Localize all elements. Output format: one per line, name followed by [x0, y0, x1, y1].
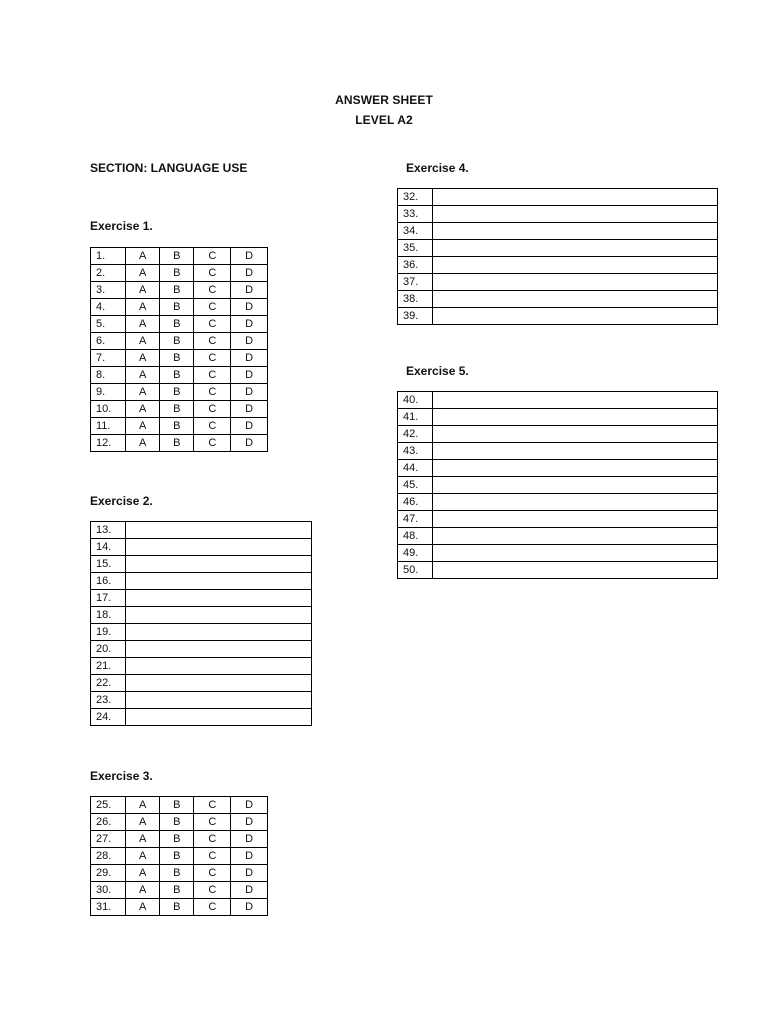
question-number: 13. — [91, 522, 126, 539]
option-d[interactable]: D — [231, 316, 268, 333]
answer-blank[interactable] — [433, 240, 718, 257]
option-d[interactable]: D — [231, 865, 268, 882]
option-a[interactable]: A — [126, 265, 160, 282]
answer-blank[interactable] — [126, 641, 312, 658]
option-d[interactable]: D — [231, 418, 268, 435]
option-b[interactable]: B — [160, 350, 194, 367]
exercise-5-table — [397, 391, 718, 579]
question-number: 48. — [398, 528, 433, 545]
option-a[interactable]: A — [126, 350, 160, 367]
option-a[interactable]: A — [126, 899, 160, 916]
option-d[interactable]: D — [231, 814, 268, 831]
question-number: 22. — [91, 675, 126, 692]
answer-blank[interactable] — [433, 189, 718, 206]
answer-row — [91, 418, 268, 435]
question-number: 45. — [398, 477, 433, 494]
question-number: 28. — [91, 848, 126, 865]
option-b[interactable]: B — [160, 282, 194, 299]
answer-row — [398, 308, 718, 325]
answer-row — [91, 265, 268, 282]
option-d[interactable]: D — [231, 333, 268, 350]
option-d[interactable]: D — [231, 401, 268, 418]
option-d[interactable]: D — [231, 248, 268, 265]
option-b[interactable]: B — [160, 333, 194, 350]
question-number: 44. — [398, 460, 433, 477]
question-number: 27. — [91, 831, 126, 848]
question-number: 16. — [91, 573, 126, 590]
option-d[interactable]: D — [231, 282, 268, 299]
option-a[interactable]: A — [126, 282, 160, 299]
option-d[interactable]: D — [231, 367, 268, 384]
answer-blank[interactable] — [433, 460, 718, 477]
option-c[interactable]: C — [194, 282, 231, 299]
option-a[interactable]: A — [126, 367, 160, 384]
option-a[interactable]: A — [126, 814, 160, 831]
option-a[interactable]: A — [126, 435, 160, 452]
question-number: 50. — [398, 562, 433, 579]
answer-row — [398, 494, 718, 511]
answer-blank[interactable] — [126, 556, 312, 573]
exercise-5-heading: Exercise 5. — [406, 364, 469, 378]
option-d[interactable]: D — [231, 831, 268, 848]
answer-blank[interactable] — [433, 206, 718, 223]
answer-row — [91, 641, 312, 658]
option-c[interactable]: C — [194, 248, 231, 265]
answer-row — [91, 282, 268, 299]
answer-blank[interactable] — [126, 522, 312, 539]
answer-row — [91, 624, 312, 641]
question-number: 5. — [91, 316, 126, 333]
option-a[interactable]: A — [126, 882, 160, 899]
question-number: 31. — [91, 899, 126, 916]
answer-row — [398, 291, 718, 308]
answer-blank[interactable] — [126, 590, 312, 607]
option-a[interactable]: A — [126, 384, 160, 401]
answer-row — [398, 240, 718, 257]
option-c[interactable]: C — [194, 316, 231, 333]
question-number: 24. — [91, 709, 126, 726]
question-number: 8. — [91, 367, 126, 384]
answer-row — [91, 607, 312, 624]
answer-blank[interactable] — [433, 426, 718, 443]
option-b[interactable]: B — [160, 865, 194, 882]
option-d[interactable]: D — [231, 899, 268, 916]
question-number: 2. — [91, 265, 126, 282]
question-number: 3. — [91, 282, 126, 299]
question-number: 32. — [398, 189, 433, 206]
option-c[interactable]: C — [194, 814, 231, 831]
question-number: 39. — [398, 308, 433, 325]
option-c[interactable]: C — [194, 367, 231, 384]
answer-blank[interactable] — [433, 511, 718, 528]
question-number: 41. — [398, 409, 433, 426]
answer-blank[interactable] — [433, 562, 718, 579]
exercise-2-heading: Exercise 2. — [90, 494, 153, 508]
answer-row — [398, 545, 718, 562]
option-a[interactable]: A — [126, 831, 160, 848]
option-c[interactable]: C — [194, 350, 231, 367]
answer-row — [91, 814, 268, 831]
option-c[interactable]: C — [194, 435, 231, 452]
question-number: 4. — [91, 299, 126, 316]
option-c[interactable]: C — [194, 831, 231, 848]
option-c[interactable]: C — [194, 265, 231, 282]
option-a[interactable]: A — [126, 299, 160, 316]
option-c[interactable]: C — [194, 299, 231, 316]
answer-row — [91, 658, 312, 675]
answer-row — [91, 435, 268, 452]
option-d[interactable]: D — [231, 882, 268, 899]
answer-blank[interactable] — [126, 624, 312, 641]
answer-blank[interactable] — [433, 494, 718, 511]
question-number: 42. — [398, 426, 433, 443]
option-b[interactable]: B — [160, 435, 194, 452]
option-c[interactable]: C — [194, 865, 231, 882]
option-b[interactable]: B — [160, 401, 194, 418]
answer-blank[interactable] — [433, 257, 718, 274]
exercise-4-heading: Exercise 4. — [406, 161, 469, 175]
answer-row — [398, 223, 718, 240]
question-number: 25. — [91, 797, 126, 814]
answer-blank[interactable] — [433, 308, 718, 325]
option-b[interactable]: B — [160, 831, 194, 848]
option-d[interactable]: D — [231, 848, 268, 865]
exercise-3-table — [90, 796, 268, 916]
answer-row — [398, 443, 718, 460]
answer-blank[interactable] — [433, 274, 718, 291]
answer-blank[interactable] — [126, 675, 312, 692]
question-number: 36. — [398, 257, 433, 274]
question-number: 15. — [91, 556, 126, 573]
question-number: 23. — [91, 692, 126, 709]
answer-row — [91, 333, 268, 350]
option-d[interactable]: D — [231, 797, 268, 814]
question-number: 17. — [91, 590, 126, 607]
answer-row — [398, 426, 718, 443]
option-c[interactable]: C — [194, 333, 231, 350]
option-b[interactable]: B — [160, 248, 194, 265]
option-d[interactable]: D — [231, 350, 268, 367]
option-a[interactable]: A — [126, 797, 160, 814]
answer-row — [398, 257, 718, 274]
question-number: 43. — [398, 443, 433, 460]
answer-blank[interactable] — [433, 545, 718, 562]
answer-blank[interactable] — [433, 409, 718, 426]
option-b[interactable]: B — [160, 882, 194, 899]
answer-row — [91, 848, 268, 865]
answer-row — [91, 590, 312, 607]
option-b[interactable]: B — [160, 848, 194, 865]
answer-row — [91, 797, 268, 814]
answer-blank[interactable] — [126, 709, 312, 726]
question-number: 30. — [91, 882, 126, 899]
answer-row — [398, 274, 718, 291]
answer-row — [91, 522, 312, 539]
answer-row — [91, 384, 268, 401]
option-b[interactable]: B — [160, 797, 194, 814]
answer-row — [91, 882, 268, 899]
option-a[interactable]: A — [126, 316, 160, 333]
answer-blank[interactable] — [126, 658, 312, 675]
question-number: 20. — [91, 641, 126, 658]
option-c[interactable]: C — [194, 882, 231, 899]
answer-row — [91, 709, 312, 726]
answer-row — [91, 675, 312, 692]
option-c[interactable]: C — [194, 384, 231, 401]
option-b[interactable]: B — [160, 384, 194, 401]
answer-blank[interactable] — [433, 291, 718, 308]
option-b[interactable]: B — [160, 814, 194, 831]
answer-row — [398, 511, 718, 528]
answer-blank[interactable] — [126, 607, 312, 624]
question-number: 37. — [398, 274, 433, 291]
question-number: 26. — [91, 814, 126, 831]
answer-blank[interactable] — [126, 573, 312, 590]
exercise-1-heading: Exercise 1. — [90, 219, 153, 233]
answer-blank[interactable] — [433, 443, 718, 460]
exercise-4-table — [397, 188, 718, 325]
option-a[interactable]: A — [126, 333, 160, 350]
option-b[interactable]: B — [160, 316, 194, 333]
option-b[interactable]: B — [160, 299, 194, 316]
option-c[interactable]: C — [194, 899, 231, 916]
answer-row — [398, 392, 718, 409]
option-c[interactable]: C — [194, 418, 231, 435]
option-a[interactable]: A — [126, 401, 160, 418]
option-b[interactable]: B — [160, 367, 194, 384]
answer-row — [91, 350, 268, 367]
question-number: 19. — [91, 624, 126, 641]
answer-row — [91, 865, 268, 882]
question-number: 21. — [91, 658, 126, 675]
answer-sheet-title: ANSWER SHEET — [335, 93, 433, 107]
option-c[interactable]: C — [194, 797, 231, 814]
answer-row — [91, 539, 312, 556]
answer-blank[interactable] — [433, 528, 718, 545]
answer-row — [91, 299, 268, 316]
option-a[interactable]: A — [126, 418, 160, 435]
answer-row — [91, 248, 268, 265]
option-b[interactable]: B — [160, 265, 194, 282]
answer-blank[interactable] — [126, 539, 312, 556]
answer-row — [91, 556, 312, 573]
question-number: 11. — [91, 418, 126, 435]
question-number: 18. — [91, 607, 126, 624]
section-heading: SECTION: LANGUAGE USE — [90, 161, 248, 175]
option-d[interactable]: D — [231, 384, 268, 401]
exercise-1-table — [90, 247, 268, 452]
question-number: 33. — [398, 206, 433, 223]
option-d[interactable]: D — [231, 265, 268, 282]
level-title: LEVEL A2 — [355, 113, 413, 127]
answer-row — [398, 189, 718, 206]
answer-row — [398, 477, 718, 494]
answer-row — [398, 528, 718, 545]
question-number: 46. — [398, 494, 433, 511]
question-number: 6. — [91, 333, 126, 350]
answer-row — [91, 692, 312, 709]
option-d[interactable]: D — [231, 435, 268, 452]
option-d[interactable]: D — [231, 299, 268, 316]
answer-blank[interactable] — [126, 692, 312, 709]
option-c[interactable]: C — [194, 401, 231, 418]
answer-row — [398, 206, 718, 223]
answer-blank[interactable] — [433, 477, 718, 494]
exercise-2-table — [90, 521, 312, 726]
question-number: 10. — [91, 401, 126, 418]
question-number: 12. — [91, 435, 126, 452]
answer-row — [91, 316, 268, 333]
question-number: 47. — [398, 511, 433, 528]
answer-blank[interactable] — [433, 392, 718, 409]
answer-blank[interactable] — [433, 223, 718, 240]
question-number: 40. — [398, 392, 433, 409]
option-a[interactable]: A — [126, 248, 160, 265]
option-b[interactable]: B — [160, 418, 194, 435]
question-number: 9. — [91, 384, 126, 401]
answer-row — [398, 409, 718, 426]
option-b[interactable]: B — [160, 899, 194, 916]
answer-row — [398, 562, 718, 579]
question-number: 35. — [398, 240, 433, 257]
option-a[interactable]: A — [126, 848, 160, 865]
question-number: 29. — [91, 865, 126, 882]
option-a[interactable]: A — [126, 865, 160, 882]
answer-row — [91, 401, 268, 418]
question-number: 14. — [91, 539, 126, 556]
option-c[interactable]: C — [194, 848, 231, 865]
answer-row — [91, 367, 268, 384]
question-number: 49. — [398, 545, 433, 562]
exercise-3-heading: Exercise 3. — [90, 769, 153, 783]
question-number: 1. — [91, 248, 126, 265]
answer-row — [91, 573, 312, 590]
answer-row — [398, 460, 718, 477]
question-number: 7. — [91, 350, 126, 367]
answer-row — [91, 899, 268, 916]
question-number: 34. — [398, 223, 433, 240]
question-number: 38. — [398, 291, 433, 308]
answer-row — [91, 831, 268, 848]
